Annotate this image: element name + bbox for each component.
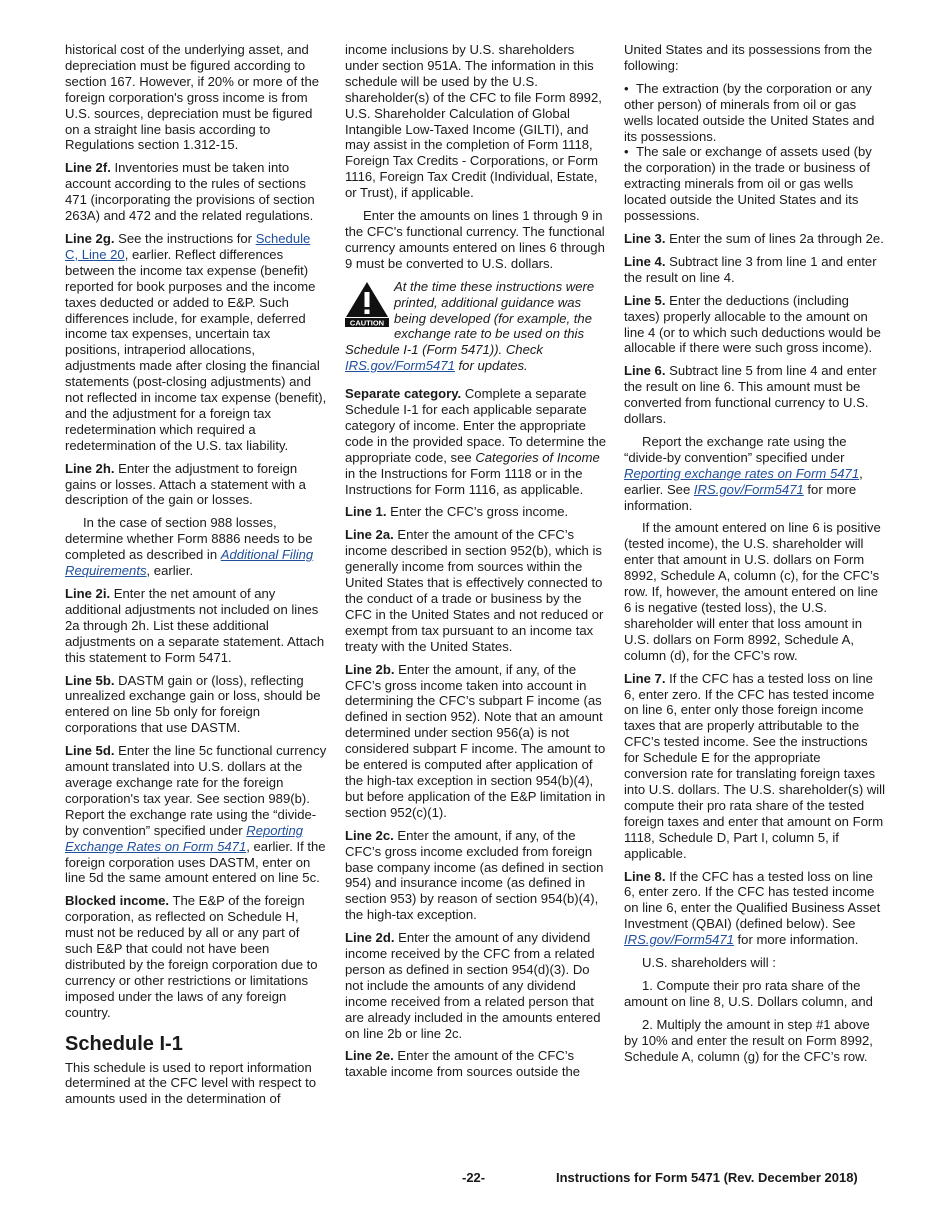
paragraph-line-5d	[65, 743, 327, 886]
reporting-exchange-rates-link-2[interactable]	[624, 466, 859, 481]
report-exchange-text-post: for more information.	[624, 481, 857, 513]
line-2b-text: Enter the amount, if any, of the CFC’s gross income taken into account in determining the CFC’s subpart F income (as defined in section 952). Note that an amount determined under section 956(a) is not considered subpart F income. The amount to be entered is computed after application of the high-tax exception in section 954(b)(4), but before application of the E&P limitation in section 952(c)(1).	[345, 661, 606, 820]
bullet-item-sale-exchange	[624, 144, 886, 224]
bullet-item-extraction	[624, 81, 886, 145]
line-2g-text-post: , earlier. Reflect differences between the income tax expense (benefit) reported for book purposes and the income taxes deducted or added to E&P. Such differences include, for example, deferred income tax expenses, uncertain tax positions, intraperiod allocations, adjustments made after closing the financial statements (post-closing adjustments) and not reflected in income tax expense (benefit), and the adjustment for a foreign tax redetermination which required a redetermination of the U.S. tax liability.	[65, 246, 327, 453]
line-4-label: Line 4.	[624, 253, 666, 269]
paragraph-line-8	[624, 869, 886, 949]
line-3-text: Enter the sum of lines 2a through 2e.	[665, 230, 884, 246]
report-exchange-text-pre: Report the exchange rate using the “divide-by convention” specified under	[624, 433, 847, 465]
caution-text-post: for updates.	[454, 358, 528, 374]
paragraph-us-possessions: United States and its possessions from the following:	[624, 42, 873, 73]
separate-category-text-post: in the Instructions for Form 1118 or in the Instructions for Form 1116, as applicable.	[345, 465, 584, 497]
line-2a-label: Line 2a.	[345, 527, 394, 543]
line-7-label: Line 7.	[624, 670, 666, 686]
paragraph-line-2e	[345, 1048, 607, 1080]
step-2: 2. Multiply the amount in step #1 above by 10% and enter the result on Form 8992, Schedule A, column (g) for the CFC’s row.	[624, 1016, 873, 1064]
line-2a-text: Enter the amount of the CFC’s income described in section 952(b), which is generally income from sources within the United States that is effectively connected to the conduct of a trade or business by the CFC in the United States and not reduced or exempt from tax pursuant to an income tax treaty with the United States.	[345, 527, 604, 654]
line-2c-label: Line 2c.	[345, 827, 394, 843]
schedule-i-1-heading: Schedule I-1	[65, 1032, 183, 1055]
line-4-text: Subtract line 3 from line 1 and enter the result on line 4.	[624, 253, 877, 285]
line-2h-label: Line 2h.	[65, 460, 115, 476]
column-2	[345, 42, 607, 1087]
categories-of-income-text: Categories of Income	[475, 449, 600, 465]
paragraph-line-7	[624, 671, 886, 862]
line-6-label: Line 6.	[624, 363, 666, 379]
paragraph-functional-currency: Enter the amounts on lines 1 through 9 in the CFC's functional currency. The functional currency amounts entered on lines 6 through 9 must be converted to U.S. dollars.	[345, 208, 605, 271]
line-8-text-post: for more information.	[733, 932, 859, 948]
irs-gov-form5471-link-2[interactable]	[694, 482, 804, 497]
line-2e-text: Enter the amount of the CFC’s taxable income from sources outside the	[345, 1048, 581, 1080]
irs-gov-form5471-link-3-text: IRS.gov/Form5471	[624, 932, 734, 948]
paragraph-line-2b	[345, 662, 607, 821]
section-988-text-post: , earlier.	[146, 563, 194, 579]
line-5-text: Enter the deductions (including taxes) properly allocable to the amount on line 4 (or to which such deductions would be allocable if there were such gross income).	[624, 292, 881, 356]
paragraph-line-1	[345, 504, 607, 520]
paragraph-line-2g	[65, 231, 327, 454]
bullet-icon: •	[624, 80, 629, 96]
separate-category-label: Separate category.	[345, 386, 462, 402]
paragraph-us-shareholders: U.S. shareholders will :	[642, 955, 776, 971]
form-reference: Instructions for Form 5471 (Rev. December 2018)	[556, 1170, 858, 1185]
paragraph-line-2d	[345, 930, 607, 1041]
caution-word: CAUTION	[349, 318, 385, 327]
caution-text-pre: At the time these instructions were printed, additional guidance was being developed (for example, the exchange rate to be used on this Schedule I-1 (Form 5471)). Check	[345, 278, 595, 358]
separate-category-text-pre: Complete a separate Schedule I-1 for each applicable separate category of income. Enter the appropriate code in the provided space. To determine the appropriate code, see	[345, 386, 607, 465]
paragraph-line-2i	[65, 586, 327, 666]
paragraph-line-2c	[345, 828, 607, 923]
bullet-text-extraction: The extraction (by the corporation or any other person) of minerals from oil or gas wells located outside the United States and its possessions.	[624, 80, 875, 144]
line-7-text: If the CFC has a tested loss on line 6, enter zero. If the CFC has tested income on line 6, enter only those foreign income taxes that are properly attributable to the CFC’s tested income. See the instructions for Schedule E for the appropriate conversion rate for translating foreign taxes into U.S. dollars. The U.S. shareholder(s) will compute their pro rata share of the tested foreign taxes and enter that amount on Form 1118, Schedule D, Part I, column 5, if applicable.	[624, 670, 886, 861]
paragraph-line-5b	[65, 673, 327, 737]
line-2f-label: Line 2f.	[65, 160, 111, 176]
column-3	[624, 42, 886, 1071]
line-2g-label: Line 2g.	[65, 230, 115, 246]
irs-gov-form5471-link-2-text: IRS.gov/Form5471	[693, 481, 804, 497]
line-5d-text-pre: Enter the line 5c functional currency amount translated into U.S. dollars at the average exchange rate for the foreign corporation's tax year. See section 989(b). Report the exchange rate using the “divide-by convention” specified under	[65, 743, 327, 838]
line-2d-text: Enter the amount of any dividend income received by the CFC from a related person as defined in section 954(d)(3). Do not include the amounts of any dividend income received from a related person that are already included in the amounts entered on line 2b or line 2c.	[345, 930, 601, 1041]
paragraph-section-988	[65, 515, 327, 579]
paragraph-line-3	[624, 231, 886, 247]
paragraph-blocked-income	[65, 893, 327, 1020]
line-3-label: Line 3.	[624, 230, 666, 246]
line-1-text: Enter the CFC’s gross income.	[386, 504, 569, 520]
line-8-text-pre: If the CFC has a tested loss on line 6, enter zero. If the CFC has tested income on line 6, enter the Qualified Business Asset Investment (QBAI) (defined below). See	[624, 868, 881, 932]
page-number: -22-	[462, 1170, 486, 1185]
blocked-income-text: The E&P of the foreign corporation, as reflected on Schedule H, must not be reduced by all or any part of such E&P that could not have been distributed by the foreign corporation due to currency or other restrictions or limitations imposed under the laws of any foreign country.	[65, 893, 318, 1020]
line-5d-text-post: , earlier. If the foreign corporation uses DASTM, enter on line 5d the same amount entered on line 5c.	[65, 838, 326, 886]
line-2i-text: Enter the net amount of any additional adjustments not included on lines 2a through 2h. List these additional adjustments on a separate statement. Attach this statement to Form 5471.	[65, 586, 325, 665]
caution-note	[345, 279, 607, 374]
line-5b-label: Line 5b.	[65, 672, 115, 688]
paragraph-schedule-i-1-intro: This schedule is used to report information determined at the CFC level with respect to amounts used in the determination of	[65, 1059, 317, 1107]
line-8-label: Line 8.	[624, 868, 666, 884]
blocked-income-label: Blocked income.	[65, 893, 170, 909]
line-2h-text: Enter the adjustment to foreign gains or losses. Attach a statement with a description of the gain or losses.	[65, 460, 306, 508]
paragraph-line-6	[624, 363, 886, 427]
line-2e-label: Line 2e.	[345, 1048, 394, 1064]
irs-gov-form5471-link-3[interactable]	[624, 932, 734, 947]
line-2f-text: Inventories must be taken into account according to the rules of sections 471 (incorporating the provisions of section 263A) and 472 and the related regulations.	[65, 160, 315, 224]
paragraph-depreciation: historical cost of the underlying asset, and depreciation must be figured according to section 167. However, if 20% or more of the foreign corporation's gross income is from U.S. sources, depreciation must be figured on a straight line basis according to Regulations section 1.312-15.	[65, 42, 320, 153]
column-1	[65, 42, 327, 1114]
line-2b-label: Line 2b.	[345, 661, 395, 677]
report-exchange-text-mid: , earlier. See	[624, 465, 863, 497]
caution-icon	[345, 281, 389, 327]
line-2g-text-pre: See the instructions for	[114, 230, 256, 246]
reporting-exchange-rates-link-2-text: Reporting exchange rates on Form 5471	[624, 465, 860, 481]
paragraph-line-2f	[65, 160, 327, 224]
bullet-text-sale-exchange: The sale or exchange of assets used (by the corporation) in the trade or business of extracting minerals from oil or gas wells located outside the United States and its possessions.	[624, 144, 872, 224]
bullet-icon: •	[624, 144, 629, 160]
paragraph-line-2h	[65, 461, 327, 509]
paragraph-tested-income: If the amount entered on line 6 is positive (tested income), the U.S. shareholder will enter that amount in U.S. dollars on Form 8992, Schedule A, column (c), for the CFC’s row. If, however, the amount entered on line 6 is negative (tested loss), the U.S. shareholder will enter that loss amount in U.S. dollars on Form 8992, Schedule A, column (d), for the CFC’s row.	[624, 520, 881, 663]
line-1-label: Line 1.	[345, 504, 387, 520]
line-5-label: Line 5.	[624, 292, 666, 308]
line-5d-label: Line 5d.	[65, 743, 115, 759]
line-2d-label: Line 2d.	[345, 930, 395, 946]
step-1: 1. Compute their pro rata share of the amount on line 8, U.S. Dollars column, and	[624, 977, 873, 1009]
irs-gov-form5471-link-caution[interactable]: IRS.gov/Form5471	[345, 358, 455, 374]
line-6-text: Subtract line 5 from line 4 and enter the result on line 6. This amount must be converted from functional currency to U.S. dollars.	[624, 363, 877, 427]
schedule-c-line-20-link[interactable]: Schedule C, Line 20	[65, 230, 311, 262]
reporting-exchange-rates-link-text: Reporting Exchange Rates on Form 5471	[65, 822, 304, 854]
line-5b-text: DASTM gain or (loss), reflecting unrealized exchange gain or loss, should be entered on line 5b only for foreign corporations that use DASTM.	[65, 672, 321, 736]
paragraph-line-4	[624, 254, 886, 286]
paragraph-separate-category	[345, 386, 607, 497]
paragraph-line-2a	[345, 527, 607, 654]
line-2i-label: Line 2i.	[65, 586, 111, 601]
paragraph-line-5	[624, 293, 886, 357]
section-988-text-pre: In the case of section 988 losses, determine whether Form 8886 needs to be completed as described in	[65, 515, 313, 563]
paragraph-report-exchange-rate	[624, 434, 886, 514]
line-2c-text: Enter the amount, if any, of the CFC’s gross income excluded from foreign base company income (as defined in section 954) and insurance income (as defined in section 953) by reason of section 954(b)(4), the high-tax exception.	[345, 827, 604, 923]
paragraph-income-inclusions: income inclusions by U.S. shareholders under section 951A. The information in this schedule will be used by the U.S. shareholder(s) of the CFC to file Form 8992, U.S. Shareholder Calculation of Global Intangible Low-Taxed Income (GILTI), and may assist in the completion of Form 1118, Foreign Tax Credits - Corporations, or Form 1116, Foreign Tax Credit (Individual, Estate, or Trust), if applicable.	[345, 42, 602, 201]
additional-filing-requirements-link-text: Additional Filing Requirements	[65, 547, 314, 579]
